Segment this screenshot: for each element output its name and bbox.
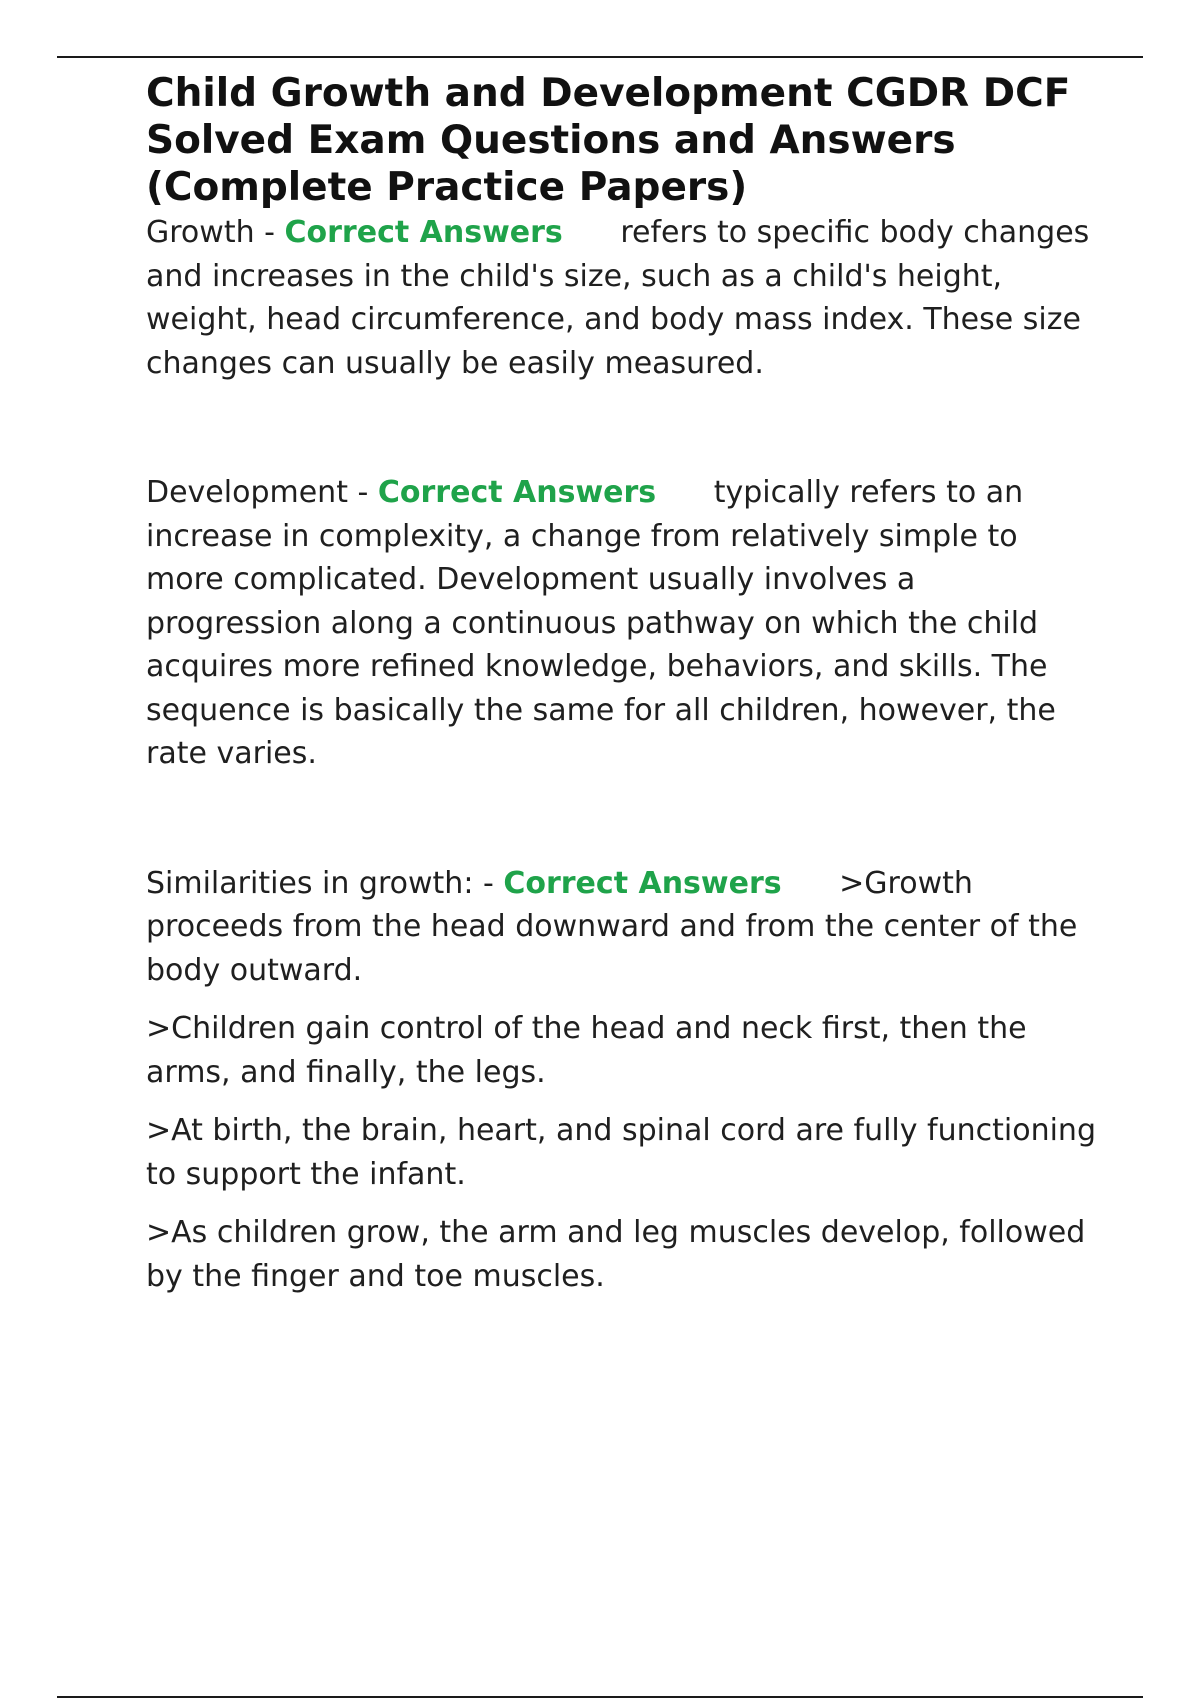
top-divider [57, 56, 1143, 58]
answer-bullet: >As children grow, the arm and leg muscles develop, followed by the finger and toe muscles. [146, 1215, 1086, 1294]
answer-text: >Growth proceeds from the head downward and from the center of the body outward. [146, 865, 1078, 988]
answer-bullet: >Children gain control of the head and neck first, then the arms, and finally, the legs. [146, 1011, 1027, 1090]
correct-answers-label: Correct Answers [377, 475, 657, 510]
answer-bullet: >At birth, the brain, heart, and spinal cord are fully functioning to support the infant. [146, 1113, 1096, 1192]
bottom-divider [57, 1696, 1143, 1698]
answer-text: refers to specific body changes and increases in the child's size, such as a child's height, weight, head circumference, and body mass index. These size changes can usually be easily measured. [146, 215, 1090, 381]
qa-item-similarities [146, 862, 1096, 993]
correct-answers-label: Correct Answers [284, 215, 563, 250]
qa-item-development [146, 471, 1096, 776]
question-term: Similarities in growth: - [146, 865, 494, 901]
document-title: Child Growth and Development CGDR DCF Solved Exam Questions and Answers (Complete Practice Papers) [146, 71, 1071, 210]
document-page [146, 70, 1096, 1298]
qa-item-growth [146, 211, 1096, 385]
question-term: Development - [146, 475, 369, 510]
answer-text: typically refers to an increase in complexity, a change from relatively simple to more complicated. Development usually involves a progression along a continuous pathway on which the child acquires more refined knowledge, behaviors, and skills. The sequence is basically the same for all children, however, the rate varies. [146, 475, 1056, 771]
question-term: Growth - [146, 215, 275, 250]
correct-answers-label: Correct Answers [503, 865, 782, 901]
